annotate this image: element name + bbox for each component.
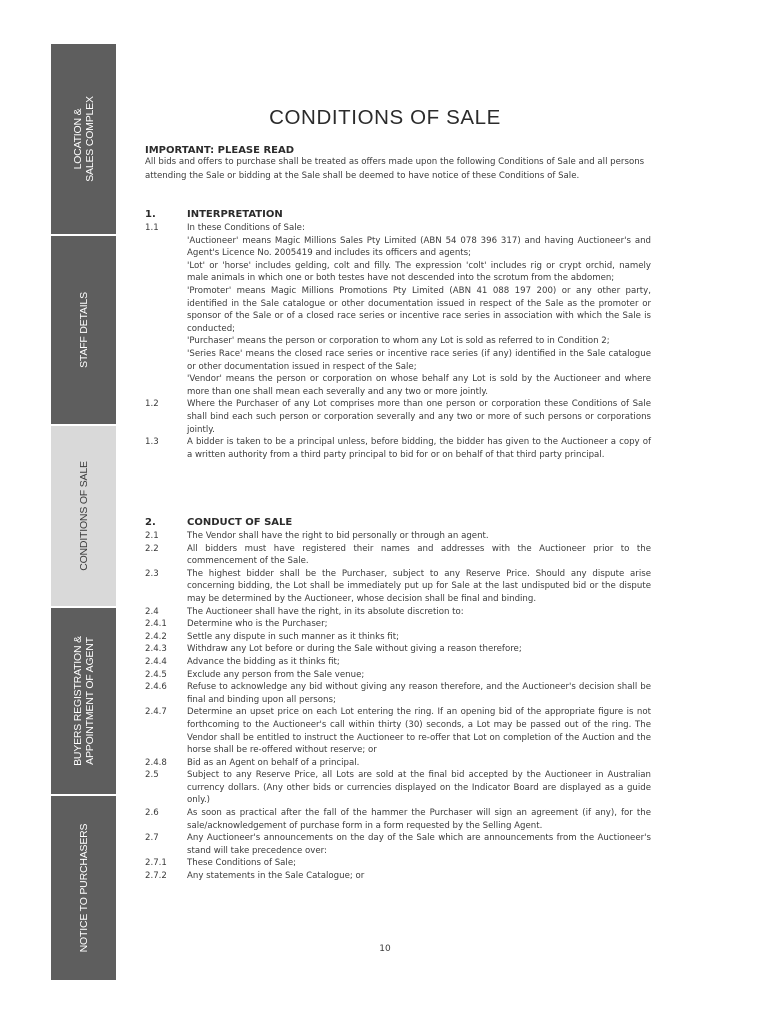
clause-text: 'Purchaser' means the person or corporation to whom any Lot is sold as referred to in Condition 2; — [187, 336, 610, 347]
clause-number — [145, 348, 187, 373]
clause-row — [145, 656, 651, 669]
clause-number — [145, 260, 187, 285]
clause-number: 2.4.2 — [145, 631, 167, 642]
clause-number: 1.1 — [145, 223, 159, 233]
tab-label-line: LOCATION & — [71, 108, 84, 170]
clause-number: 2.4.1 — [145, 619, 167, 630]
clause-row — [145, 260, 651, 285]
clause-number: 2.3 — [145, 568, 159, 579]
clause-row — [145, 807, 651, 832]
section-body — [145, 530, 651, 883]
clause-text: Bid as an Agent on behalf of a principal. — [187, 757, 360, 768]
clause-text: Refuse to acknowledge any bid without giving any reason therefore, and the Auctioneer's decision shall be final and binding upon all persons; — [187, 682, 651, 705]
clause-row — [145, 222, 651, 235]
clause-number: 2.4 — [145, 606, 159, 617]
clause-row — [145, 631, 651, 644]
clause-text: 'Vendor' means the person or corporation on whose behalf any Lot is sold by the Auctioneer and where more than one shall mean each severally and any two or more jointly. — [187, 374, 651, 397]
clause-row — [145, 669, 651, 682]
clause-number — [145, 285, 187, 335]
clause-number: 1.3 — [145, 437, 159, 448]
clause-number: 2.1 — [145, 531, 159, 541]
clause-number: 2.7 — [145, 833, 159, 844]
clause-number — [145, 335, 187, 348]
clause-number — [145, 373, 187, 398]
page-title: CONDITIONS OF SALE — [269, 106, 501, 129]
tab-staff-details[interactable] — [51, 236, 116, 424]
tab-label-line: APPOINTMENT OF AGENT — [83, 637, 96, 765]
clause-text: Determine who is the Purchaser; — [187, 619, 328, 630]
clause-row — [145, 832, 651, 857]
clause-row — [145, 857, 651, 870]
clause-number: 2.5 — [145, 770, 159, 781]
clause-text: Any statements in the Sale Catalogue; or — [187, 871, 365, 882]
clause-text: These Conditions of Sale; — [187, 858, 297, 869]
clause-text: All bidders must have registered their names and addresses with the Auctioneer prior to the commencement of the Sale. — [187, 543, 651, 567]
tab-label-line: STAFF DETAILS — [77, 292, 90, 368]
clause-text: 'Auctioneer' means Magic Millions Sales Pty Limited (ABN 54 078 396 317) and having Auctioneer's and Agent's Licence No. 2005419 and includes its officers and agents; — [187, 235, 651, 259]
clause-row — [145, 643, 651, 656]
clause-number: 2.4.8 — [145, 757, 167, 768]
tab-label-line: NOTICE TO PURCHASERS — [77, 823, 90, 953]
section-number: 2. — [145, 517, 156, 528]
clause-number: 2.4.5 — [145, 669, 167, 680]
clause-row — [145, 757, 651, 770]
section-title: INTERPRETATION — [187, 209, 283, 220]
clause-text: As soon as practical after the fall of the hammer the Purchaser will sign an agreement (if any), for the sale/acknowledgement of purchase form in a form requested by the Selling Agent. — [187, 808, 651, 831]
clause-text: Any Auctioneer's announcements on the day of the Sale which are announcements from the Auctioneer's stand will take precedence over: — [187, 833, 651, 856]
tab-label-line: SALES COMPLEX — [83, 96, 96, 182]
clause-text: The highest bidder shall be the Purchaser, subject to any Reserve Price. Should any dispute arise concerning bidding, the Lot shall be immediately put up for Sale at the last undisputed bid or the dispute may be determined by the Auctioneer, whose decision shall be final and binding. — [187, 568, 651, 604]
clause-number: 2.6 — [145, 808, 159, 819]
clause-text: Subject to any Reserve Price, all Lots are sold at the final bid accepted by the Auctioneer in Australian currency dollars. (Any other bids or currencies displayed on the Indicator Board are displayed as a guide only.) — [187, 770, 651, 806]
clause-text: 'Lot' or 'horse' includes gelding, colt and filly. The expression 'colt' includes rig or crypt orchid, namely male animals in which one or both testes have not descended into the scrotum from the abdomen; — [187, 260, 651, 284]
clause-row — [145, 348, 651, 373]
clause-number: 1.2 — [145, 399, 159, 410]
clause-text: The Vendor shall have the right to bid personally or through an agent. — [187, 531, 489, 541]
tab-buyers-registration[interactable] — [51, 608, 116, 794]
clause-text: Exclude any person from the Sale venue; — [187, 669, 365, 680]
clause-text: Withdraw any Lot before or during the Sale without giving a reason therefore; — [187, 644, 522, 655]
clause-text: The Auctioneer shall have the right, in its absolute discretion to: — [187, 606, 464, 617]
tab-location-sales-complex[interactable] — [51, 44, 116, 234]
clause-text: Settle any dispute in such manner as it thinks fit; — [187, 631, 399, 642]
clause-number: 2.2 — [145, 543, 159, 554]
clause-text: 'Promoter' means Magic Millions Promotions Pty Limited (ABN 41 088 197 200) or any other party, identified in the Sale catalogue or other documentation issued in respect of the Sale as the promoter or sponsor of the Sale or of a closed race series or incentive race series in association with which the Sale is conducted; — [187, 285, 651, 334]
clause-row — [145, 398, 651, 436]
clause-text: Advance the bidding as it thinks fit; — [187, 656, 340, 667]
clause-row — [145, 568, 651, 606]
clause-row — [145, 335, 651, 348]
intro-paragraph: All bids and offers to purchase shall be treated as offers made upon the following Conditions of Sale and all persons attending the Sale or bidding at the Sale shall be deemed to have notice of these Conditions of Sale. — [145, 157, 645, 181]
clause-row — [145, 436, 651, 461]
clause-row — [145, 870, 651, 883]
clause-text: In these Conditions of Sale: — [187, 223, 305, 233]
section-body — [145, 222, 651, 461]
clause-row — [145, 618, 651, 631]
clause-text: A bidder is taken to be a principal unless, before bidding, the bidder has given to the Auctioneer a copy of a written authority from a third party principal to bid for or on behalf of that third party principal. — [187, 437, 651, 460]
clause-row — [145, 373, 651, 398]
section-title: CONDUCT OF SALE — [187, 517, 293, 528]
clause-number — [145, 235, 187, 260]
clause-row — [145, 285, 651, 335]
clause-number: 2.4.7 — [145, 707, 167, 718]
clause-row — [145, 530, 651, 543]
clause-number: 2.7.2 — [145, 871, 167, 882]
clause-row — [145, 706, 651, 756]
tab-conditions-of-sale[interactable] — [51, 426, 116, 606]
clause-text: 'Series Race' means the closed race series or incentive race series (if any) identified in the Sale catalogue or other documentation issued in respect of the Sale; — [187, 348, 651, 372]
tab-label-line: BUYERS REGISTRATION & — [71, 636, 84, 766]
clause-number: 2.4.4 — [145, 656, 167, 667]
clause-number: 2.4.6 — [145, 682, 167, 693]
clause-row — [145, 606, 651, 619]
clause-text: Where the Purchaser of any Lot comprises more than one person or corporation these Conditions of Sale shall bind each such person or corporation severally and any two or more of such persons or corporations jointly. — [187, 399, 651, 435]
page-number: 10 — [379, 944, 391, 954]
section-number: 1. — [145, 209, 156, 220]
clause-number: 2.7.1 — [145, 858, 167, 869]
tab-label-line: CONDITIONS OF SALE — [77, 461, 90, 571]
clause-number: 2.4.3 — [145, 644, 167, 655]
clause-row — [145, 543, 651, 568]
clause-row — [145, 235, 651, 260]
clause-row — [145, 681, 651, 706]
clause-row — [145, 769, 651, 807]
section-sidebar — [51, 44, 116, 980]
clause-text: Determine an upset price on each Lot entering the ring. If an opening bid of the appropriate figure is not forthcoming to the Auctioneer's call within thirty (30) seconds, a Lot may be passed out of the ring. The Vendor shall be entitled to instruct the Auctioneer to re-offer that Lot on completion of the Auction and the horse shall be re-offered without reserve; or — [187, 707, 651, 756]
important-heading: IMPORTANT: PLEASE READ — [145, 145, 295, 156]
